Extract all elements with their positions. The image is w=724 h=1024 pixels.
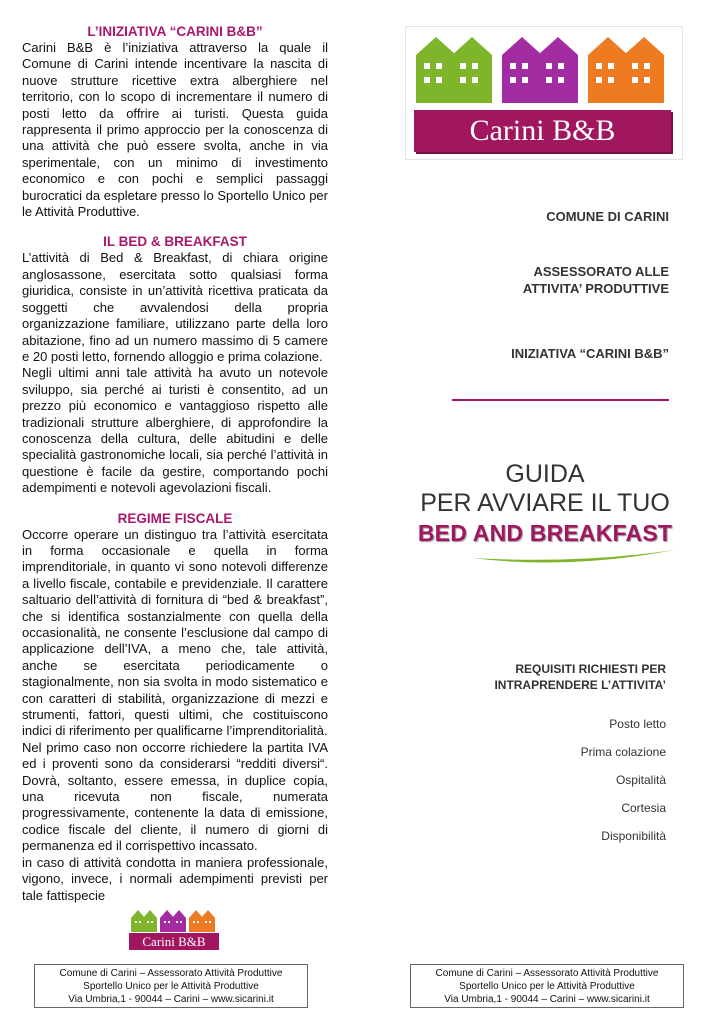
footer-left <box>34 964 308 1008</box>
left-column <box>22 24 328 904</box>
requisito-item: Posto letto <box>609 717 666 731</box>
houses-icon <box>406 27 682 109</box>
small-houses-icon <box>129 906 219 934</box>
green-swoosh-decoration <box>470 544 680 566</box>
iniziativa-heading: INIZIATIVA “CARINI B&B” <box>511 346 669 361</box>
paragraph-bed-breakfast-2: Negli ultimi anni tale attività ha avuto un notevole sviluppo, sia perché ai turisti è consentito, ad un prezzo più economico e vantaggioso rispetto alle tradizionali strutture alberghiere, di approfondire la conoscenza della cultura, delle abitudini e delle specialità gastronomiche locali, sia perché l’attività in questione è facile da gestire, comportando pochi adempimenti e notevoli agevolazioni fiscali. <box>22 365 328 496</box>
requisito-item: Ospitalità <box>615 773 666 787</box>
requisiti-line2: INTRAPRENDERE L’ATTIVITA’ <box>494 678 666 692</box>
paragraph-bed-breakfast-1: L’attività di Bed & Breakfast, di chiara origine anglosassone, esercitata sotto qualsiasi forma giuridica, consiste in un’attività ricettiva praticata da soggetti che avvalendosi della propria organizzazione familiare, utilizzano parte della loro abitazione, fino ad un numero massimo di 5 camere e 20 posti letto, fornendo alloggio e prima colazione. <box>22 250 328 364</box>
section-title-iniziativa: L’INIZIATIVA “CARINI B&B” <box>87 24 263 39</box>
requisiti-line1: REQUISITI RICHIESTI PER <box>515 662 666 676</box>
carini-bb-logo <box>405 26 683 160</box>
divider-line <box>452 399 669 401</box>
footer-right-line2: Sportello Unico per le Attività Produttive <box>459 981 635 992</box>
footer-left-line3: Via Umbria,1 - 90044 – Carini – www.sicarini.it <box>68 994 274 1005</box>
requisito-item: Cortesia <box>621 801 666 815</box>
paragraph-regime-fiscale-3: in caso di attività condotta in maniera professionale, vigono, invece, i normali adempimenti previsti per tale fattispecie <box>22 854 328 903</box>
paragraph-regime-fiscale-1: Occorre operare un distinguo tra l’attività esercitata in forma occasionale e quella in forma imprenditoriale, in quanto vi sono notevoli differenze a livello fiscale, contabile e previdenziale. Il carattere saltuario dell’attività di fornitura di “bed & breakfast”, che si identifica sostanzialmente con quella della occasionalità, ne consente l’esclusione dal campo di applicazione dell’IVA, a meno che, tale attività, anche se esercitata periodicamente o stagionalmente, non sia svolta in modo sistematico e con caratteri di stabilità, organizzazione di mezzi e strumenti, fattori, questi ultimi, che costituiscono indici di riferimento per qualificarne l’imprenditorialità. <box>22 526 328 739</box>
requisiti-list <box>581 716 666 856</box>
footer-left-line2: Sportello Unico per le Attività Produttive <box>83 981 259 992</box>
assessorato-line2: ATTIVITA’ PRODUTTIVE <box>522 281 669 296</box>
footer-right <box>410 964 684 1008</box>
requisito-item: Prima colazione <box>580 745 666 759</box>
logo-text: Carini B&B <box>414 110 671 152</box>
requisito-item: Disponibilità <box>601 829 666 843</box>
assessorato-line1: ASSESSORATO ALLE <box>533 264 669 279</box>
footer-right-line1: Comune di Carini – Assessorato Attività Produttive <box>435 968 659 979</box>
section-title-bed-breakfast: IL BED & BREAKFAST <box>103 234 247 250</box>
guida-title-line3: BED AND BREAKFAST <box>417 520 673 546</box>
section-title-regime-fiscale: REGIME FISCALE <box>117 510 233 526</box>
guida-title-line2: PER AVVIARE IL TUO <box>420 489 670 517</box>
footer-left-line1: Comune di Carini – Assessorato Attività Produttive <box>59 968 283 979</box>
footer-right-line3: Via Umbria,1 - 90044 – Carini – www.sicarini.it <box>444 994 650 1005</box>
assessorato-heading <box>523 263 669 297</box>
paragraph-iniziativa: Carini B&B è l’iniziativa attraverso la quale il Comune di Carini intende incentivare la nascita di nuove strutture ricettive extra alberghiere nel territorio, con lo scopo di incrementare il numero di posti letto da offrire ai turisti. Questa guida rappresenta il primo approccio per la conoscenza di una attività che può essere svolta, anche in via sperimentale, con un minimo di investimento economico e con pochi e semplici passaggi burocratici da espletare presso lo Sportello Unico per le Attività Produttive. <box>22 40 328 220</box>
small-logo-text: Carini B&B <box>129 933 219 950</box>
paragraph-regime-fiscale-2: Nel primo caso non occorre richiedere la partita IVA ed i proventi sono da considerarsi “redditi diversi“. Dovrà, soltanto, essere emessa, in duplice copia, una ricevuta non fiscale, numerata progressivamente, contenente la data di emissione, codice fiscale del cliente, il numero di giorni di permanenza ed il corrispettivo incassato. <box>22 739 328 854</box>
carini-bb-small-logo <box>129 906 219 951</box>
guida-title-line1: GUIDA <box>505 460 585 488</box>
requisiti-heading <box>494 661 666 693</box>
comune-heading: COMUNE DI CARINI <box>546 209 669 224</box>
